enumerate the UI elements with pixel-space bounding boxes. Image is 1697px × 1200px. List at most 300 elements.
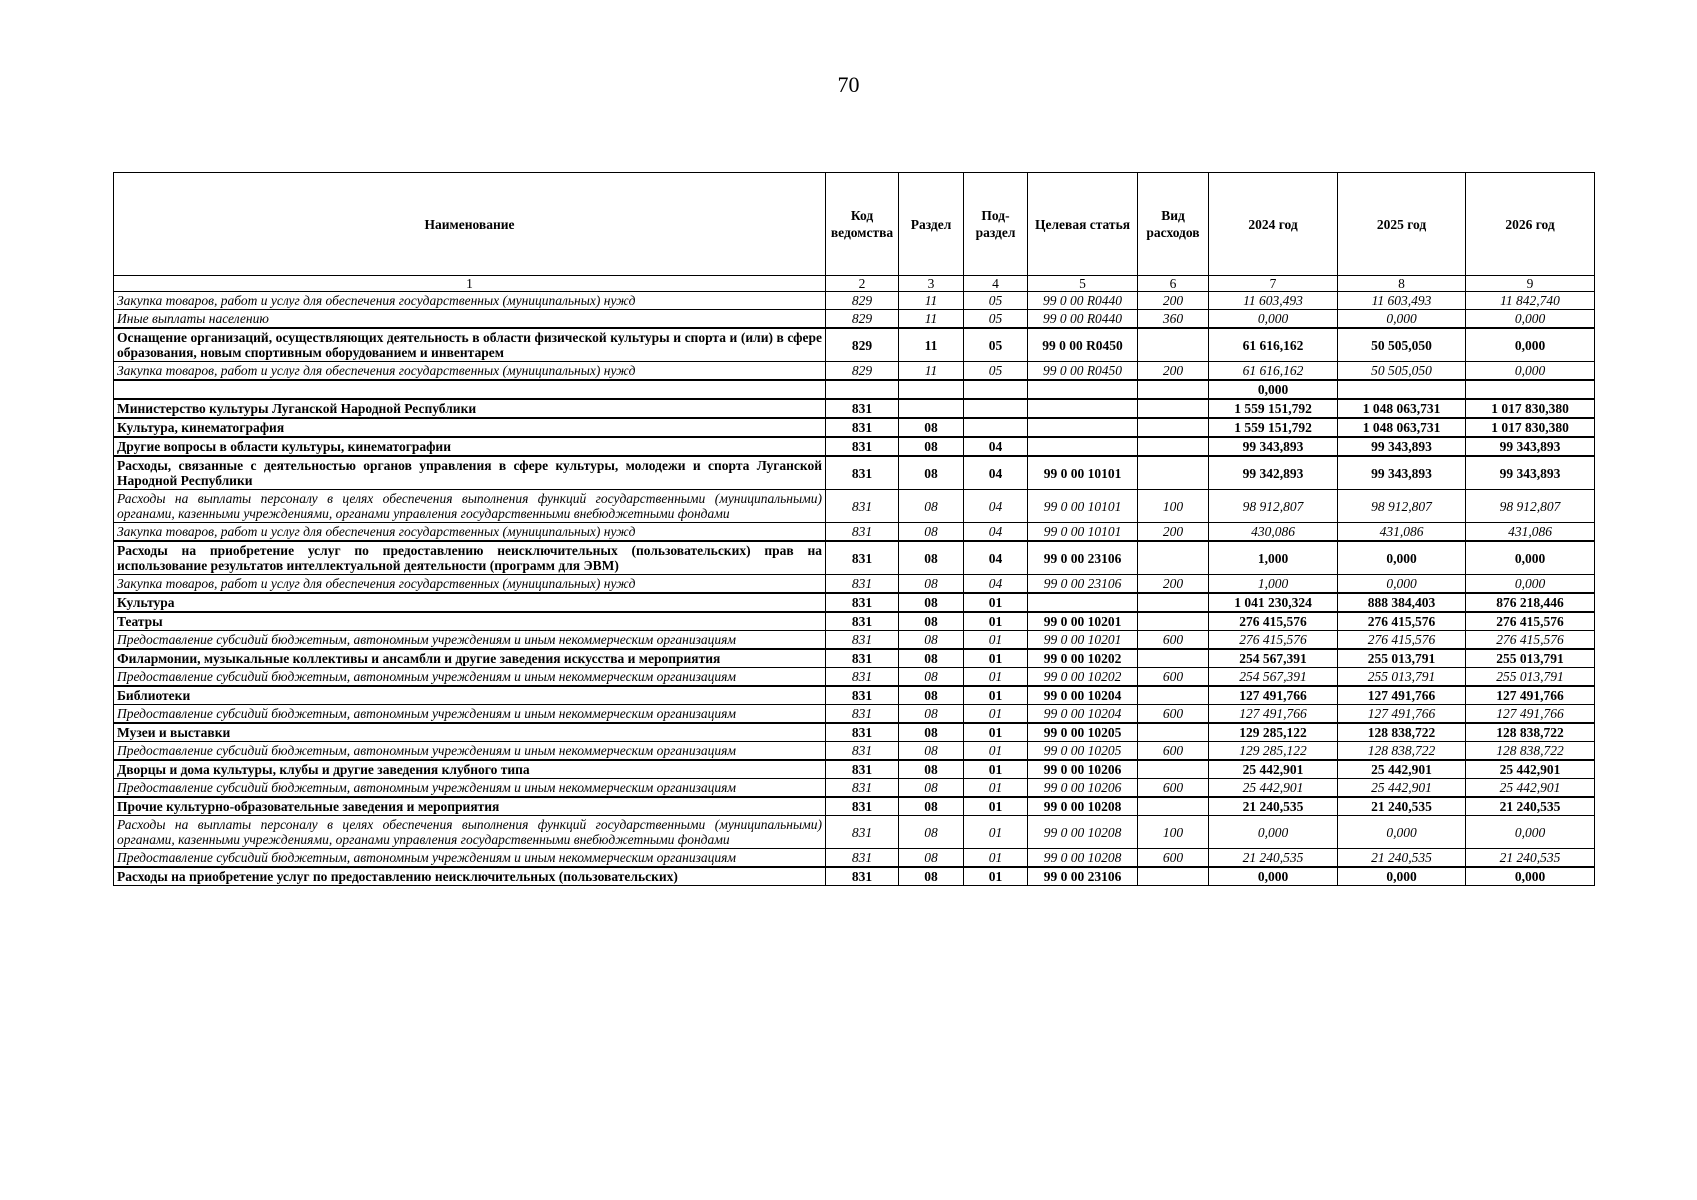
row-name-cell: Культура — [114, 593, 826, 612]
subsection-cell: 01 — [964, 849, 1028, 868]
amount-2026-cell: 25 442,901 — [1466, 760, 1595, 779]
row-name-cell: Филармонии, музыкальные коллективы и ансамбли и другие заведения искусства и мероприятия — [114, 649, 826, 668]
department-code-cell: 831 — [826, 760, 899, 779]
amount-2025-cell: 98 912,807 — [1338, 490, 1466, 523]
row-name-cell: Расходы на приобретение услуг по предоставлению неисключительных (пользовательских) — [114, 867, 826, 886]
table-row-detail — [114, 310, 1595, 329]
department-code-cell: 831 — [826, 649, 899, 668]
amount-2024-cell: 11 603,493 — [1209, 292, 1338, 310]
amount-2025-cell: 128 838,722 — [1338, 723, 1466, 742]
header-year-2026: 2026 год — [1466, 173, 1595, 276]
header-subsection: Под-раздел — [964, 173, 1028, 276]
expense-type-cell: 600 — [1138, 631, 1209, 650]
target-article-cell — [1028, 399, 1138, 418]
expense-type-cell — [1138, 437, 1209, 456]
row-name-cell: Музеи и выставки — [114, 723, 826, 742]
subsection-cell: 01 — [964, 649, 1028, 668]
target-article-cell: 99 0 00 10205 — [1028, 742, 1138, 761]
table-row-total — [114, 593, 1595, 612]
header-department-code: Код ведомства — [826, 173, 899, 276]
table-row-total — [114, 686, 1595, 705]
amount-2025-cell: 50 505,050 — [1338, 362, 1466, 381]
table-row-detail — [114, 292, 1595, 310]
amount-2026-cell: 0,000 — [1466, 328, 1595, 362]
amount-2024-cell: 276 415,576 — [1209, 612, 1338, 631]
department-code-cell: 831 — [826, 742, 899, 761]
amount-2026-cell: 127 491,766 — [1466, 686, 1595, 705]
amount-2024-cell: 21 240,535 — [1209, 797, 1338, 816]
department-code-cell: 831 — [826, 593, 899, 612]
amount-2024-cell: 61 616,162 — [1209, 362, 1338, 381]
row-name-cell: Другие вопросы в области культуры, кинематографии — [114, 437, 826, 456]
subsection-cell: 01 — [964, 760, 1028, 779]
department-code-cell: 831 — [826, 797, 899, 816]
amount-2026-cell: 0,000 — [1466, 541, 1595, 575]
expense-type-cell — [1138, 541, 1209, 575]
table-row-total — [114, 328, 1595, 362]
amount-2024-cell: 98 912,807 — [1209, 490, 1338, 523]
department-code-cell: 829 — [826, 362, 899, 381]
table-body — [114, 276, 1595, 886]
target-article-cell: 99 0 00 R0440 — [1028, 292, 1138, 310]
amount-2026-cell: 0,000 — [1466, 867, 1595, 886]
department-code-cell — [826, 380, 899, 399]
table-row-detail — [114, 362, 1595, 381]
amount-2024-cell: 25 442,901 — [1209, 779, 1338, 798]
table-row-total — [114, 399, 1595, 418]
amount-2025-cell: 1 048 063,731 — [1338, 399, 1466, 418]
table-row-detail — [114, 779, 1595, 798]
expense-type-cell — [1138, 760, 1209, 779]
table-row-total — [114, 867, 1595, 886]
amount-2026-cell: 21 240,535 — [1466, 849, 1595, 868]
section-cell: 08 — [899, 649, 964, 668]
row-name-cell: Предоставление субсидий бюджетным, автономным учреждениям и иным некоммерческим организациям — [114, 779, 826, 798]
column-number: 7 — [1209, 276, 1338, 292]
expense-type-cell: 200 — [1138, 575, 1209, 594]
amount-2026-cell: 11 842,740 — [1466, 292, 1595, 310]
section-cell: 08 — [899, 742, 964, 761]
department-code-cell: 829 — [826, 292, 899, 310]
table-row-detail — [114, 490, 1595, 523]
table-row-total — [114, 541, 1595, 575]
amount-2025-cell: 25 442,901 — [1338, 779, 1466, 798]
row-name-cell: Закупка товаров, работ и услуг для обеспечения государственных (муниципальных) нужд — [114, 523, 826, 542]
budget-table — [113, 172, 1595, 886]
table-row-detail — [114, 816, 1595, 849]
header-year-2025: 2025 год — [1338, 173, 1466, 276]
department-code-cell: 831 — [826, 418, 899, 437]
header-expense-type: Вид расходов — [1138, 173, 1209, 276]
amount-2026-cell: 431,086 — [1466, 523, 1595, 542]
expense-type-cell — [1138, 593, 1209, 612]
subsection-cell: 01 — [964, 867, 1028, 886]
target-article-cell — [1028, 418, 1138, 437]
target-article-cell: 99 0 00 10208 — [1028, 797, 1138, 816]
expense-type-cell: 600 — [1138, 779, 1209, 798]
table-row-detail — [114, 523, 1595, 542]
section-cell: 08 — [899, 612, 964, 631]
amount-2026-cell: 0,000 — [1466, 362, 1595, 381]
target-article-cell: 99 0 00 23106 — [1028, 867, 1138, 886]
amount-2025-cell: 50 505,050 — [1338, 328, 1466, 362]
subsection-cell — [964, 380, 1028, 399]
row-name-cell: Предоставление субсидий бюджетным, автономным учреждениям и иным некоммерческим организациям — [114, 668, 826, 687]
row-name-cell: Дворцы и дома культуры, клубы и другие заведения клубного типа — [114, 760, 826, 779]
table-row-total — [114, 418, 1595, 437]
target-article-cell: 99 0 00 R0450 — [1028, 328, 1138, 362]
amount-2025-cell: 0,000 — [1338, 867, 1466, 886]
expense-type-cell — [1138, 380, 1209, 399]
subsection-cell: 01 — [964, 723, 1028, 742]
subsection-cell: 01 — [964, 779, 1028, 798]
department-code-cell: 831 — [826, 631, 899, 650]
amount-2025-cell: 127 491,766 — [1338, 705, 1466, 724]
amount-2024-cell: 127 491,766 — [1209, 705, 1338, 724]
amount-2025-cell: 276 415,576 — [1338, 612, 1466, 631]
expense-type-cell — [1138, 686, 1209, 705]
expense-type-cell — [1138, 867, 1209, 886]
row-name-cell: Театры — [114, 612, 826, 631]
amount-2024-cell: 127 491,766 — [1209, 686, 1338, 705]
section-cell — [899, 399, 964, 418]
section-cell: 08 — [899, 867, 964, 886]
column-number: 1 — [114, 276, 826, 292]
row-name-cell: Расходы, связанные с деятельностью органов управления в сфере культуры, молодежи и спорта Луганской Народной Республики — [114, 456, 826, 490]
section-cell: 08 — [899, 541, 964, 575]
expense-type-cell — [1138, 797, 1209, 816]
table-row-detail — [114, 705, 1595, 724]
amount-2024-cell: 1,000 — [1209, 541, 1338, 575]
section-cell: 11 — [899, 292, 964, 310]
expense-type-cell: 100 — [1138, 816, 1209, 849]
target-article-cell — [1028, 437, 1138, 456]
subsection-cell: 01 — [964, 686, 1028, 705]
amount-2025-cell — [1338, 380, 1466, 399]
column-number: 2 — [826, 276, 899, 292]
department-code-cell: 829 — [826, 328, 899, 362]
department-code-cell: 831 — [826, 456, 899, 490]
target-article-cell — [1028, 593, 1138, 612]
row-name-cell: Закупка товаров, работ и услуг для обеспечения государственных (муниципальных) нужд — [114, 292, 826, 310]
department-code-cell: 831 — [826, 705, 899, 724]
subsection-cell: 01 — [964, 816, 1028, 849]
expense-type-cell: 600 — [1138, 668, 1209, 687]
department-code-cell: 831 — [826, 523, 899, 542]
amount-2026-cell: 276 415,576 — [1466, 612, 1595, 631]
subsection-cell: 05 — [964, 362, 1028, 381]
header-name: Наименование — [114, 173, 826, 276]
department-code-cell: 831 — [826, 612, 899, 631]
table-row-total — [114, 612, 1595, 631]
amount-2026-cell: 255 013,791 — [1466, 649, 1595, 668]
section-cell: 08 — [899, 723, 964, 742]
amount-2024-cell: 1,000 — [1209, 575, 1338, 594]
amount-2024-cell: 25 442,901 — [1209, 760, 1338, 779]
table-row-detail — [114, 742, 1595, 761]
amount-2025-cell: 21 240,535 — [1338, 797, 1466, 816]
target-article-cell: 99 0 00 23106 — [1028, 541, 1138, 575]
subsection-cell: 04 — [964, 437, 1028, 456]
expense-type-cell — [1138, 418, 1209, 437]
subsection-cell — [964, 418, 1028, 437]
section-cell: 11 — [899, 328, 964, 362]
row-name-cell: Библиотеки — [114, 686, 826, 705]
amount-2026-cell: 1 017 830,380 — [1466, 418, 1595, 437]
amount-2024-cell: 129 285,122 — [1209, 723, 1338, 742]
row-name-cell: Расходы на выплаты персоналу в целях обеспечения выполнения функций государственными (муниципальными) органами, казенными учреждениями, органами управления государственными внебюджетными фондами — [114, 816, 826, 849]
expense-type-cell — [1138, 612, 1209, 631]
amount-2025-cell: 431,086 — [1338, 523, 1466, 542]
target-article-cell: 99 0 00 10206 — [1028, 760, 1138, 779]
section-cell: 08 — [899, 490, 964, 523]
row-name-cell: Предоставление субсидий бюджетным, автономным учреждениям и иным некоммерческим организациям — [114, 631, 826, 650]
amount-2024-cell: 1 041 230,324 — [1209, 593, 1338, 612]
amount-2025-cell: 0,000 — [1338, 816, 1466, 849]
table-row-total — [114, 723, 1595, 742]
section-cell: 08 — [899, 705, 964, 724]
section-cell: 11 — [899, 362, 964, 381]
table-row-total — [114, 437, 1595, 456]
section-cell: 08 — [899, 668, 964, 687]
subsection-cell: 01 — [964, 797, 1028, 816]
amount-2025-cell: 128 838,722 — [1338, 742, 1466, 761]
row-name-cell: Закупка товаров, работ и услуг для обеспечения государственных (муниципальных) нужд — [114, 362, 826, 381]
section-cell: 08 — [899, 418, 964, 437]
amount-2026-cell — [1466, 380, 1595, 399]
row-name-cell: Закупка товаров, работ и услуг для обеспечения государственных (муниципальных) нужд — [114, 575, 826, 594]
column-number: 5 — [1028, 276, 1138, 292]
department-code-cell: 831 — [826, 779, 899, 798]
amount-2024-cell: 0,000 — [1209, 867, 1338, 886]
target-article-cell: 99 0 00 10101 — [1028, 523, 1138, 542]
subsection-cell: 04 — [964, 456, 1028, 490]
expense-type-cell — [1138, 328, 1209, 362]
section-cell: 08 — [899, 437, 964, 456]
amount-2025-cell: 99 343,893 — [1338, 437, 1466, 456]
section-cell: 08 — [899, 849, 964, 868]
subsection-cell: 05 — [964, 328, 1028, 362]
row-name-cell: Иные выплаты населению — [114, 310, 826, 329]
section-cell: 08 — [899, 523, 964, 542]
amount-2024-cell: 0,000 — [1209, 816, 1338, 849]
header-year-2024: 2024 год — [1209, 173, 1338, 276]
row-name-cell: Расходы на выплаты персоналу в целях обеспечения выполнения функций государственными (муниципальными) органами, казенными учреждениями, органами управления государственными внебюджетными фондами — [114, 490, 826, 523]
column-number: 6 — [1138, 276, 1209, 292]
amount-2024-cell: 99 343,893 — [1209, 437, 1338, 456]
subsection-cell: 01 — [964, 612, 1028, 631]
department-code-cell: 831 — [826, 575, 899, 594]
section-cell: 08 — [899, 797, 964, 816]
row-name-cell: Культура, кинематография — [114, 418, 826, 437]
target-article-cell: 99 0 00 10206 — [1028, 779, 1138, 798]
amount-2026-cell: 128 838,722 — [1466, 742, 1595, 761]
department-code-cell: 831 — [826, 437, 899, 456]
target-article-cell: 99 0 00 10201 — [1028, 631, 1138, 650]
table-row-total — [114, 380, 1595, 399]
column-number: 3 — [899, 276, 964, 292]
amount-2025-cell: 11 603,493 — [1338, 292, 1466, 310]
column-number: 9 — [1466, 276, 1595, 292]
subsection-cell: 05 — [964, 292, 1028, 310]
target-article-cell: 99 0 00 R0440 — [1028, 310, 1138, 329]
amount-2026-cell: 99 343,893 — [1466, 456, 1595, 490]
column-number-row — [114, 276, 1595, 292]
page-number: 70 — [837, 72, 860, 97]
amount-2025-cell: 127 491,766 — [1338, 686, 1466, 705]
expense-type-cell: 600 — [1138, 705, 1209, 724]
amount-2026-cell: 1 017 830,380 — [1466, 399, 1595, 418]
header-row — [114, 173, 1595, 276]
amount-2026-cell: 98 912,807 — [1466, 490, 1595, 523]
department-code-cell: 831 — [826, 816, 899, 849]
amount-2024-cell: 0,000 — [1209, 310, 1338, 329]
amount-2026-cell: 255 013,791 — [1466, 668, 1595, 687]
table-row-total — [114, 456, 1595, 490]
amount-2026-cell: 127 491,766 — [1466, 705, 1595, 724]
amount-2025-cell: 1 048 063,731 — [1338, 418, 1466, 437]
amount-2025-cell: 888 384,403 — [1338, 593, 1466, 612]
expense-type-cell — [1138, 649, 1209, 668]
table-row-total — [114, 797, 1595, 816]
expense-type-cell — [1138, 723, 1209, 742]
amount-2025-cell: 276 415,576 — [1338, 631, 1466, 650]
amount-2024-cell: 1 559 151,792 — [1209, 418, 1338, 437]
section-cell: 08 — [899, 760, 964, 779]
amount-2024-cell: 254 567,391 — [1209, 649, 1338, 668]
target-article-cell — [1028, 380, 1138, 399]
expense-type-cell: 200 — [1138, 292, 1209, 310]
subsection-cell — [964, 399, 1028, 418]
target-article-cell: 99 0 00 23106 — [1028, 575, 1138, 594]
amount-2025-cell: 255 013,791 — [1338, 668, 1466, 687]
amount-2025-cell: 0,000 — [1338, 541, 1466, 575]
target-article-cell: 99 0 00 10202 — [1028, 649, 1138, 668]
subsection-cell: 01 — [964, 705, 1028, 724]
target-article-cell: 99 0 00 10205 — [1028, 723, 1138, 742]
amount-2026-cell: 0,000 — [1466, 816, 1595, 849]
row-name-cell: Оснащение организаций, осуществляющих деятельность в области физической культуры и спорта и (или) в сфере образования, новым спортивным оборудованием и инвентарем — [114, 328, 826, 362]
target-article-cell: 99 0 00 10204 — [1028, 686, 1138, 705]
department-code-cell: 829 — [826, 310, 899, 329]
subsection-cell: 04 — [964, 523, 1028, 542]
column-number: 4 — [964, 276, 1028, 292]
amount-2024-cell: 276 415,576 — [1209, 631, 1338, 650]
amount-2026-cell: 0,000 — [1466, 575, 1595, 594]
table-row-detail — [114, 668, 1595, 687]
department-code-cell: 831 — [826, 849, 899, 868]
subsection-cell: 05 — [964, 310, 1028, 329]
row-name-cell: Предоставление субсидий бюджетным, автономным учреждениям и иным некоммерческим организациям — [114, 849, 826, 868]
amount-2025-cell: 0,000 — [1338, 575, 1466, 594]
amount-2025-cell: 21 240,535 — [1338, 849, 1466, 868]
table-row-detail — [114, 631, 1595, 650]
amount-2025-cell: 255 013,791 — [1338, 649, 1466, 668]
amount-2024-cell: 99 342,893 — [1209, 456, 1338, 490]
subsection-cell: 01 — [964, 668, 1028, 687]
amount-2024-cell: 254 567,391 — [1209, 668, 1338, 687]
target-article-cell: 99 0 00 10208 — [1028, 849, 1138, 868]
section-cell: 08 — [899, 816, 964, 849]
department-code-cell: 831 — [826, 541, 899, 575]
subsection-cell: 01 — [964, 742, 1028, 761]
target-article-cell: 99 0 00 10202 — [1028, 668, 1138, 687]
department-code-cell: 831 — [826, 723, 899, 742]
section-cell: 08 — [899, 779, 964, 798]
table-row-detail — [114, 849, 1595, 868]
expense-type-cell: 360 — [1138, 310, 1209, 329]
amount-2024-cell: 1 559 151,792 — [1209, 399, 1338, 418]
subsection-cell: 04 — [964, 575, 1028, 594]
expense-type-cell: 200 — [1138, 523, 1209, 542]
department-code-cell: 831 — [826, 668, 899, 687]
header-section: Раздел — [899, 173, 964, 276]
department-code-cell: 831 — [826, 490, 899, 523]
section-cell — [899, 380, 964, 399]
section-cell: 08 — [899, 686, 964, 705]
department-code-cell: 831 — [826, 399, 899, 418]
amount-2026-cell: 21 240,535 — [1466, 797, 1595, 816]
section-cell: 11 — [899, 310, 964, 329]
target-article-cell: 99 0 00 R0450 — [1028, 362, 1138, 381]
amount-2024-cell: 129 285,122 — [1209, 742, 1338, 761]
row-name-cell: Предоставление субсидий бюджетным, автономным учреждениям и иным некоммерческим организациям — [114, 742, 826, 761]
target-article-cell: 99 0 00 10208 — [1028, 816, 1138, 849]
amount-2024-cell: 21 240,535 — [1209, 849, 1338, 868]
expense-type-cell: 100 — [1138, 490, 1209, 523]
table-row-total — [114, 649, 1595, 668]
section-cell: 08 — [899, 456, 964, 490]
header-target-article: Целевая статья — [1028, 173, 1138, 276]
subsection-cell: 04 — [964, 541, 1028, 575]
subsection-cell: 01 — [964, 593, 1028, 612]
row-name-cell: Предоставление субсидий бюджетным, автономным учреждениям и иным некоммерческим организациям — [114, 705, 826, 724]
expense-type-cell — [1138, 456, 1209, 490]
target-article-cell: 99 0 00 10101 — [1028, 456, 1138, 490]
amount-2025-cell: 99 343,893 — [1338, 456, 1466, 490]
row-name-cell — [114, 380, 826, 399]
amount-2024-cell: 0,000 — [1209, 380, 1338, 399]
row-name-cell: Прочие культурно-образовательные заведения и мероприятия — [114, 797, 826, 816]
target-article-cell: 99 0 00 10101 — [1028, 490, 1138, 523]
amount-2026-cell: 276 415,576 — [1466, 631, 1595, 650]
amount-2025-cell: 0,000 — [1338, 310, 1466, 329]
amount-2024-cell: 61 616,162 — [1209, 328, 1338, 362]
table-row-total — [114, 760, 1595, 779]
amount-2026-cell: 25 442,901 — [1466, 779, 1595, 798]
expense-type-cell — [1138, 399, 1209, 418]
expense-type-cell: 200 — [1138, 362, 1209, 381]
subsection-cell: 04 — [964, 490, 1028, 523]
target-article-cell: 99 0 00 10201 — [1028, 612, 1138, 631]
amount-2026-cell: 0,000 — [1466, 310, 1595, 329]
department-code-cell: 831 — [826, 867, 899, 886]
section-cell: 08 — [899, 593, 964, 612]
amount-2026-cell: 99 343,893 — [1466, 437, 1595, 456]
target-article-cell: 99 0 00 10204 — [1028, 705, 1138, 724]
expense-type-cell: 600 — [1138, 849, 1209, 868]
table-row-detail — [114, 575, 1595, 594]
column-number: 8 — [1338, 276, 1466, 292]
amount-2026-cell: 128 838,722 — [1466, 723, 1595, 742]
row-name-cell: Расходы на приобретение услуг по предоставлению неисключительных (пользовательских) прав на использование результатов интеллектуальной деятельности (программ для ЭВМ) — [114, 541, 826, 575]
row-name-cell: Министерство культуры Луганской Народной Республики — [114, 399, 826, 418]
expense-type-cell: 600 — [1138, 742, 1209, 761]
subsection-cell: 01 — [964, 631, 1028, 650]
section-cell: 08 — [899, 575, 964, 594]
department-code-cell: 831 — [826, 686, 899, 705]
amount-2025-cell: 25 442,901 — [1338, 760, 1466, 779]
